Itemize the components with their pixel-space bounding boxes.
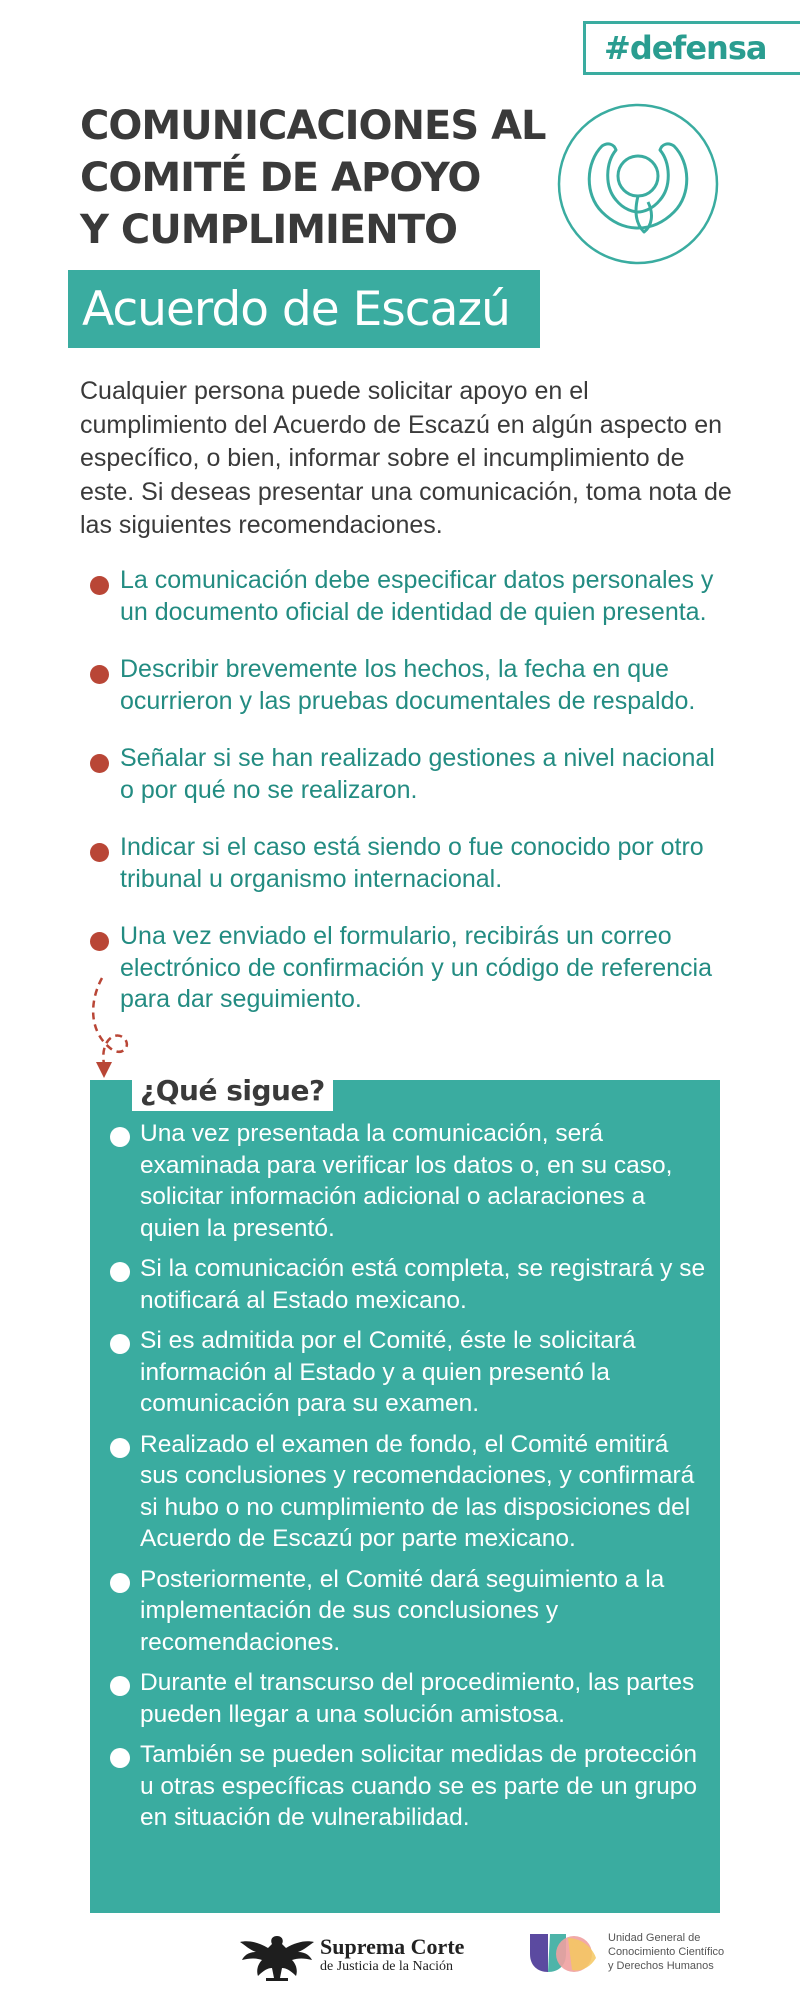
bullet-dot-icon <box>90 754 109 773</box>
page-title-line-2: COMITÉ DE APOYO <box>80 155 481 201</box>
list-item <box>108 1739 708 1834</box>
list-item-text: Describir brevemente los hechos, la fecha en que ocurrieron y las pruebas documentales de respaldo. <box>120 655 696 715</box>
list-item <box>108 1667 708 1730</box>
list-item-text: Realizado el examen de fondo, el Comité emitirá sus conclusiones y recomendaciones, y confirmará si hubo o no cumplimiento de las disposiciones del Acuerdo de Escazú por parte mexicano. <box>140 1430 695 1552</box>
page-title <box>80 100 560 256</box>
list-item-text: Posteriormente, el Comité dará seguimiento a la implementación de sus conclusiones y recomendaciones. <box>140 1565 665 1656</box>
list-item-text: Indicar si el caso está siendo o fue conocido por otro tribunal u organismo internacional. <box>120 833 704 893</box>
list-item <box>108 1118 708 1244</box>
bullet-dot-icon <box>90 665 109 684</box>
page-subtitle: Acuerdo de Escazú <box>68 270 540 348</box>
ug-emblem-icon <box>528 1928 600 1976</box>
bullet-dot-icon <box>110 1262 130 1282</box>
list-item <box>108 1325 708 1420</box>
list-item <box>88 921 728 1016</box>
ug-logo <box>528 1928 724 1976</box>
eagle-emblem-icon <box>238 1928 316 1982</box>
recommendations-list <box>88 565 728 1042</box>
bullet-dot-icon <box>110 1127 130 1147</box>
justice-circle-icon <box>556 102 720 266</box>
bullet-dot-icon <box>90 576 109 595</box>
next-steps-list <box>108 1118 708 1843</box>
list-item <box>108 1253 708 1316</box>
list-item-text: Si es admitida por el Comité, éste le solicitará información al Estado y a quien presentó la comunicación para su examen. <box>140 1327 636 1417</box>
list-item-text: Una vez presentada la comunicación, será examinada para verificar los datos o, en su caso, solicitar información adicional o aclaraciones a quien la presentó. <box>140 1120 673 1242</box>
bullet-dot-icon <box>90 932 109 951</box>
list-item <box>88 832 728 895</box>
list-item <box>88 654 728 717</box>
bullet-dot-icon <box>110 1748 130 1768</box>
list-item-text: Durante el transcurso del procedimiento, las partes pueden llegar a una solución amistosa. <box>140 1669 695 1728</box>
intro-paragraph: Cualquier persona puede solicitar apoyo en el cumplimiento del Acuerdo de Escazú en algún aspecto en específico, o bien, informar sobre el incumplimiento de este. Si deseas presentar una comunicación, toma nota de las siguientes recomendaciones. <box>80 377 732 539</box>
list-item-text: Una vez enviado el formulario, recibirás un correo electrónico de confirmación y un código de referencia para dar seguimiento. <box>120 922 713 1013</box>
bullet-dot-icon <box>110 1438 130 1458</box>
list-item <box>88 565 728 628</box>
scjn-name-line-2: de Justicia de la Nación <box>320 1959 453 1974</box>
list-item <box>108 1429 708 1555</box>
bullet-dot-icon <box>90 843 109 862</box>
hashtag-label: #defensa <box>583 21 800 75</box>
page-title-line-3: Y CUMPLIMIENTO <box>80 207 457 253</box>
list-item-text: También se pueden solicitar medidas de protección u otras específicas cuando se es parte de un grupo en situación de vulnerabilidad. <box>140 1741 698 1831</box>
page-title-line-1: COMUNICACIONES AL <box>80 103 546 149</box>
next-steps-title: ¿Qué sigue? <box>132 1072 333 1111</box>
ug-name-line-2: Conocimiento Científico <box>608 1946 725 1958</box>
scjn-name-line-1: Suprema Corte <box>320 1934 465 1959</box>
list-item-text: Si la comunicación está completa, se registrará y se notificará al Estado mexicano. <box>140 1255 706 1314</box>
ug-name-line-1: Unidad General de <box>608 1932 701 1944</box>
scjn-logo <box>238 1928 464 1982</box>
bullet-dot-icon <box>110 1573 130 1593</box>
list-item-text: La comunicación debe especificar datos personales y un documento oficial de identidad de quien presenta. <box>120 566 714 626</box>
bullet-dot-icon <box>110 1676 130 1696</box>
list-item-text: Señalar si se han realizado gestiones a nivel nacional o por qué no se realizaron. <box>120 744 715 804</box>
ug-name-line-3: y Derechos Humanos <box>608 1960 714 1972</box>
bullet-dot-icon <box>110 1334 130 1354</box>
list-item <box>108 1564 708 1659</box>
list-item <box>88 743 728 806</box>
